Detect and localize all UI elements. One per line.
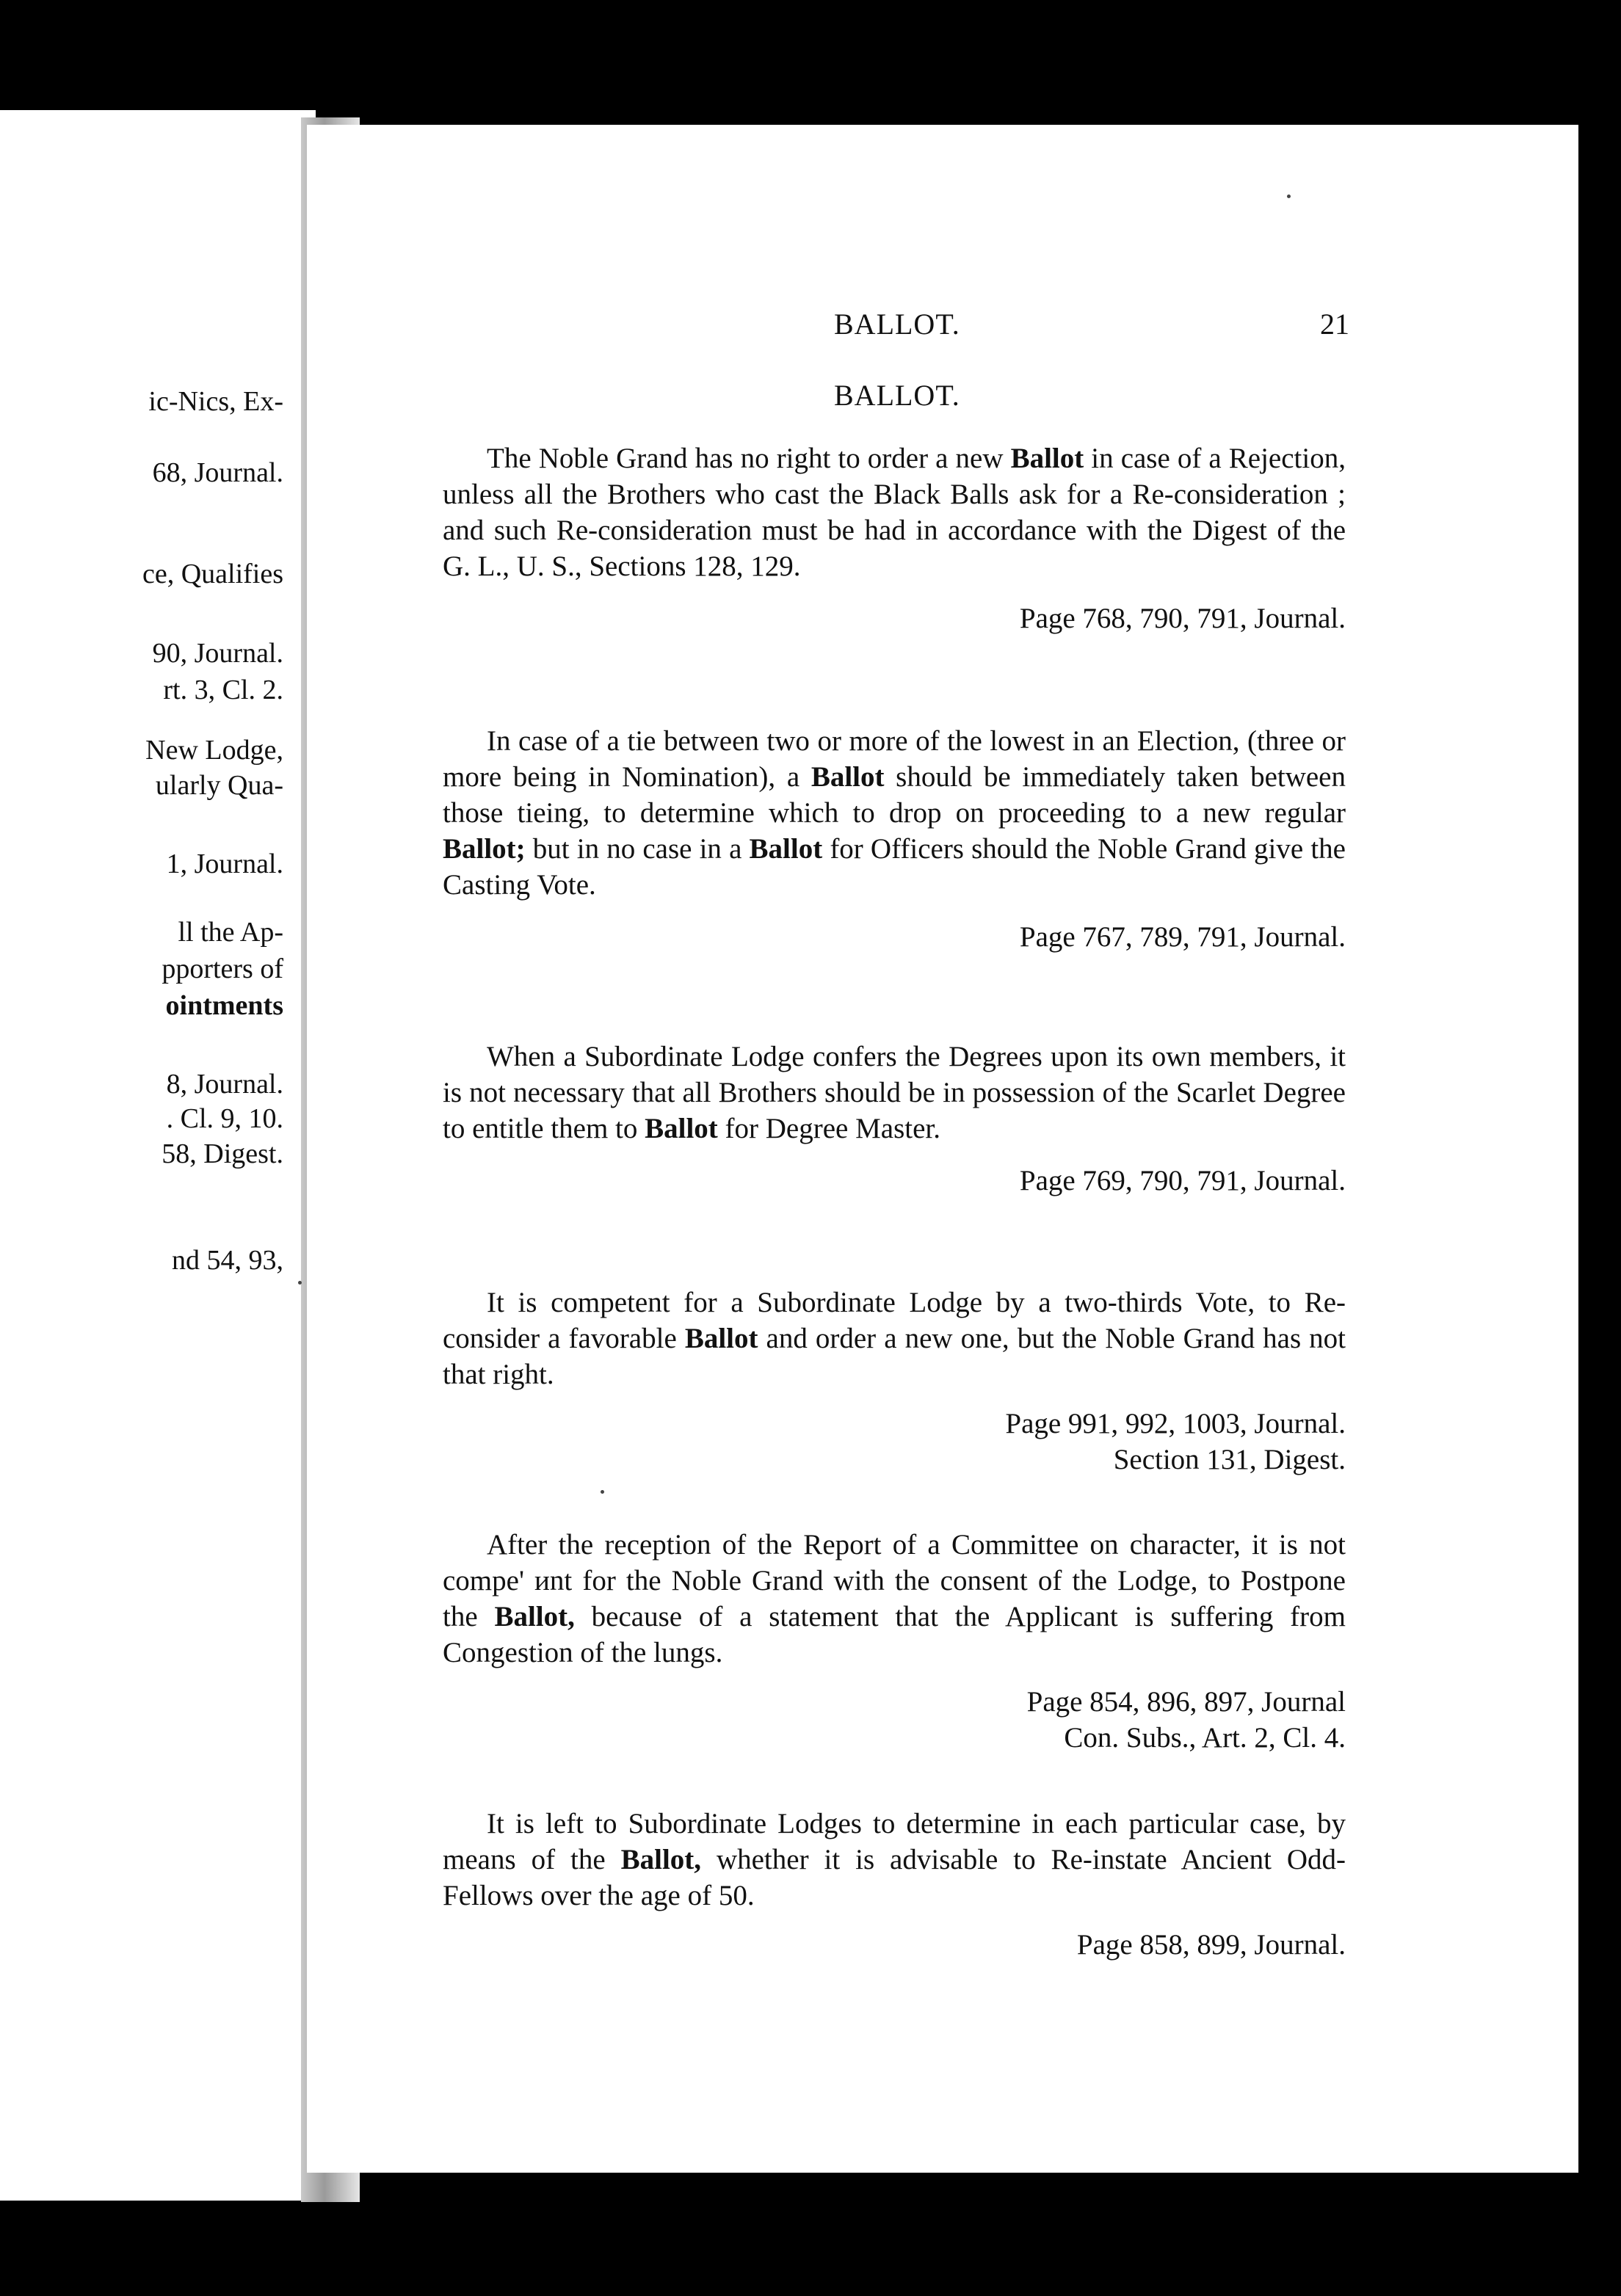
- entry-text: When a Subordinate Lodge confers the Degrees upon its own members, it is not necessary that all Brothers should be in possession of the Scarlet Degree to entitle them to Ballot for Degree Master.: [443, 1041, 1346, 1144]
- citation: Page 854, 896, 897, Journal: [1026, 1686, 1346, 1718]
- citation: Page 768, 790, 791, Journal.: [1019, 603, 1346, 634]
- left-line: 68, Journal.: [152, 457, 283, 488]
- entry-text: It is left to Subordinate Lodges to determine in each particular case, by means of the Ballot, whether it is advisable to Re-instate Ancient Odd-Fellows over the age of 50.: [443, 1808, 1346, 1911]
- running-head: BALLOT.: [834, 308, 960, 341]
- citation: Section 131, Digest.: [1113, 1444, 1346, 1475]
- left-line: ointments: [165, 990, 283, 1021]
- left-facing-page: [0, 110, 316, 2201]
- entry: [443, 1806, 1346, 1963]
- left-line: ll the Ap-: [178, 917, 283, 948]
- entry: [443, 440, 1346, 636]
- entry: [443, 1527, 1346, 1756]
- left-line: rt. 3, Cl. 2.: [163, 675, 283, 705]
- speck: [601, 1490, 604, 1494]
- section-title: BALLOT.: [834, 379, 960, 412]
- citation: Page 991, 992, 1003, Journal.: [1005, 1408, 1346, 1439]
- left-line: 8, Journal.: [166, 1069, 283, 1100]
- citation: Page 767, 789, 791, Journal.: [1019, 921, 1346, 953]
- speck: [298, 1281, 302, 1285]
- left-line: ce, Qualifies: [142, 559, 283, 589]
- entry: [443, 1285, 1346, 1478]
- speck: [1287, 195, 1291, 198]
- left-line: ic-Nics, Ex-: [148, 386, 283, 417]
- citation: Page 769, 790, 791, Journal.: [1019, 1165, 1346, 1196]
- entry: [443, 723, 1346, 955]
- citation: Page 858, 899, Journal.: [1076, 1929, 1346, 1961]
- entry-text: It is competent for a Subordinate Lodge by a two-thirds Vote, to Re-consider a favorable Ballot and order a new one, but the Noble Grand has not that right.: [443, 1287, 1346, 1390]
- entry-text: The Noble Grand has no right to order a new Ballot in case of a Rejection, unless all the Brothers who cast the Black Balls ask for a Re-consideration ; and such Re-consideration must be had in accordance with the Digest of the G. L., U. S., Sections 128, 129.: [443, 443, 1346, 582]
- entry: [443, 1039, 1346, 1199]
- left-line: New Lodge,: [145, 735, 283, 766]
- left-line: 1, Journal.: [166, 849, 283, 879]
- right-page: [307, 125, 1578, 2173]
- citation: Con. Subs., Art. 2, Cl. 4.: [1064, 1722, 1346, 1754]
- page-number: 21: [1320, 308, 1349, 341]
- left-line: 58, Digest.: [162, 1138, 283, 1169]
- left-line: . Cl. 9, 10.: [166, 1103, 283, 1134]
- entry-text: After the reception of the Report of a Committee on character, it is not compe' иnt for the Noble Grand with the consent of the Lodge, to Postpone the Ballot, because of a statement that the Applicant is suffering from Congestion of the lungs.: [443, 1529, 1346, 1668]
- entry-text: In case of a tie between two or more of the lowest in an Election, (three or more being in Nomination), a Ballot should be immediately taken between those tieing, to determine which to drop on proceeding to a new regular Ballot; but in no case in a Ballot for Officers should the Noble Grand give the Casting Vote.: [443, 725, 1346, 901]
- left-line: pporters of: [162, 953, 283, 984]
- left-line: ularly Qua-: [155, 770, 283, 801]
- left-line: 90, Journal.: [152, 638, 283, 669]
- left-line: nd 54, 93,: [172, 1245, 283, 1276]
